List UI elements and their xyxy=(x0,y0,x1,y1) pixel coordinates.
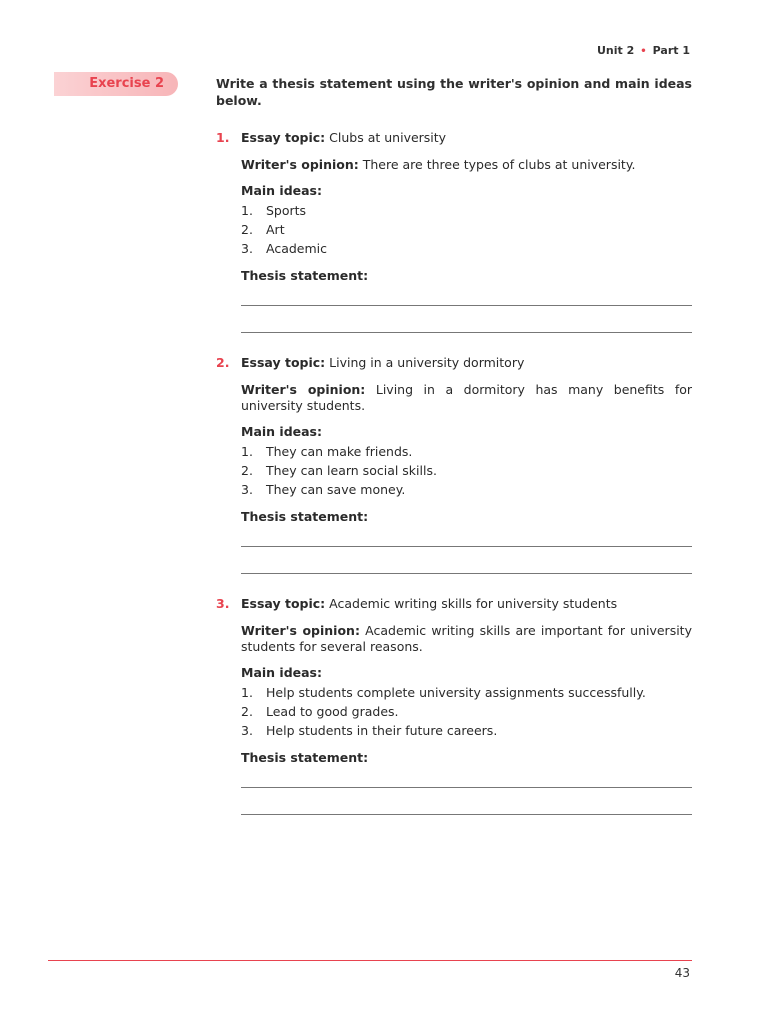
main-idea: 1. Sports xyxy=(241,203,307,218)
thesis-statement-label: Thesis statement: xyxy=(241,268,369,283)
main-idea: 2. They can learn social skills. xyxy=(241,463,437,478)
exercise-label: Exercise 2 xyxy=(89,76,164,91)
page-number: 43 xyxy=(674,966,690,980)
main-idea: 2. Art xyxy=(241,222,285,237)
essay-topic-text: Living in a university dormitory xyxy=(329,355,525,370)
exercise-instruction: Write a thesis statement using the writer's opinion and main ideas below. xyxy=(216,76,692,108)
writers-opinion-text: There are three types of clubs at university. xyxy=(362,157,636,172)
writers-opinion-label: Writer's opinion: xyxy=(241,623,360,638)
answer-line[interactable] xyxy=(241,814,692,815)
main-idea: 2. Lead to good grades. xyxy=(241,704,399,719)
item-number: 2. xyxy=(216,355,230,370)
item-number: 3. xyxy=(216,596,230,611)
answer-line[interactable] xyxy=(241,546,692,547)
main-idea: 3. Academic xyxy=(241,241,328,256)
writers-opinion-label: Writer's opinion: xyxy=(241,157,359,172)
essay-topic xyxy=(241,130,692,146)
essay-topic-label: Essay topic: xyxy=(241,596,326,611)
main-idea: 3. Help students in their future careers. xyxy=(241,723,498,738)
writers-opinion xyxy=(241,623,692,655)
main-idea: 3. They can save money. xyxy=(241,482,406,497)
exercise-tab xyxy=(54,72,178,96)
main-ideas-label: Main ideas: xyxy=(241,424,322,439)
main-idea: 1. Help students complete university assignments successfully. xyxy=(241,685,646,700)
essay-topic-label: Essay topic: xyxy=(241,355,326,370)
thesis-statement-label: Thesis statement: xyxy=(241,509,369,524)
thesis-statement-label: Thesis statement: xyxy=(241,750,369,765)
item-number: 1. xyxy=(216,130,230,145)
separator-dot: • xyxy=(640,46,647,57)
answer-line[interactable] xyxy=(241,332,692,333)
footer-rule xyxy=(48,960,692,961)
answer-line[interactable] xyxy=(241,305,692,306)
writers-opinion-text: Academic writing skills are important for university students for several reasons. xyxy=(241,623,692,654)
page-header xyxy=(597,44,690,57)
answer-line[interactable] xyxy=(241,787,692,788)
essay-topic xyxy=(241,596,692,612)
main-ideas-label: Main ideas: xyxy=(241,665,322,680)
answer-line[interactable] xyxy=(241,573,692,574)
writers-opinion xyxy=(241,157,692,173)
essay-topic-label: Essay topic: xyxy=(241,130,326,145)
writers-opinion xyxy=(241,382,692,414)
essay-topic-text: Academic writing skills for university students xyxy=(329,596,618,611)
writers-opinion-text: Living in a dormitory has many benefits for university students. xyxy=(241,382,693,413)
main-ideas-label: Main ideas: xyxy=(241,183,322,198)
essay-topic xyxy=(241,355,692,371)
essay-topic-text: Clubs at university xyxy=(329,130,447,145)
main-idea: 1. They can make friends. xyxy=(241,444,413,459)
part-label: Part 1 xyxy=(652,44,690,57)
unit-label: Unit 2 xyxy=(596,44,635,57)
writers-opinion-label: Writer's opinion: xyxy=(241,382,366,397)
